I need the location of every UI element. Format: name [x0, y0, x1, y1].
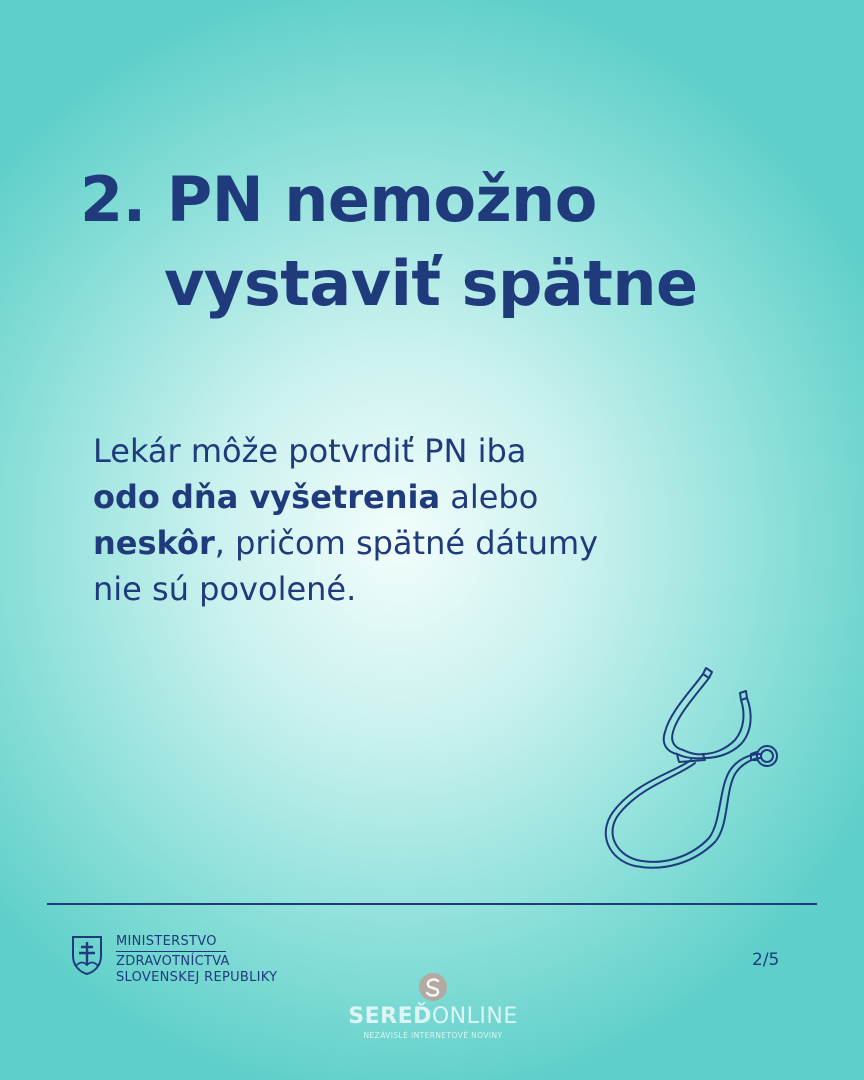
slide-heading — [80, 158, 840, 326]
ministry-line-2: ZDRAVOTNÍCTVA — [116, 954, 230, 969]
watermark — [343, 972, 523, 1040]
stethoscope-icon — [595, 662, 795, 877]
sered-online-logo-icon — [418, 972, 448, 1002]
body-part-1: Lekár môže potvrdiť PN iba — [93, 432, 527, 470]
body-part-3: , pričom spätné dátumy — [214, 524, 599, 562]
body-part-2: alebo — [440, 478, 539, 516]
watermark-tagline: NEZÁVISLÉ INTERNETOVÉ NOVINY — [363, 1031, 503, 1040]
page-number: 2/5 — [752, 950, 780, 970]
body-bold-2: neskôr — [93, 524, 215, 562]
body-part-4: nie sú povolené. — [93, 570, 357, 608]
ministry-name — [116, 934, 277, 986]
body-bold-1: odo dňa vyšetrenia — [93, 478, 441, 516]
slovak-coat-of-arms-icon — [70, 934, 104, 976]
body-text — [93, 428, 793, 612]
heading-line-1: 2. PN nemožno — [80, 163, 597, 236]
ministry-logo — [70, 934, 277, 986]
ministry-line-1: MINISTERSTVO — [116, 934, 226, 952]
footer-divider — [47, 903, 817, 905]
watermark-name-bold: SEREĎ — [348, 1004, 432, 1029]
heading-line-2: vystaviť spätne — [164, 247, 698, 320]
watermark-name-light: ONLINE — [431, 1004, 518, 1029]
watermark-name — [343, 1004, 523, 1029]
ministry-line-3: SLOVENSKEJ REPUBLIKY — [116, 970, 278, 985]
